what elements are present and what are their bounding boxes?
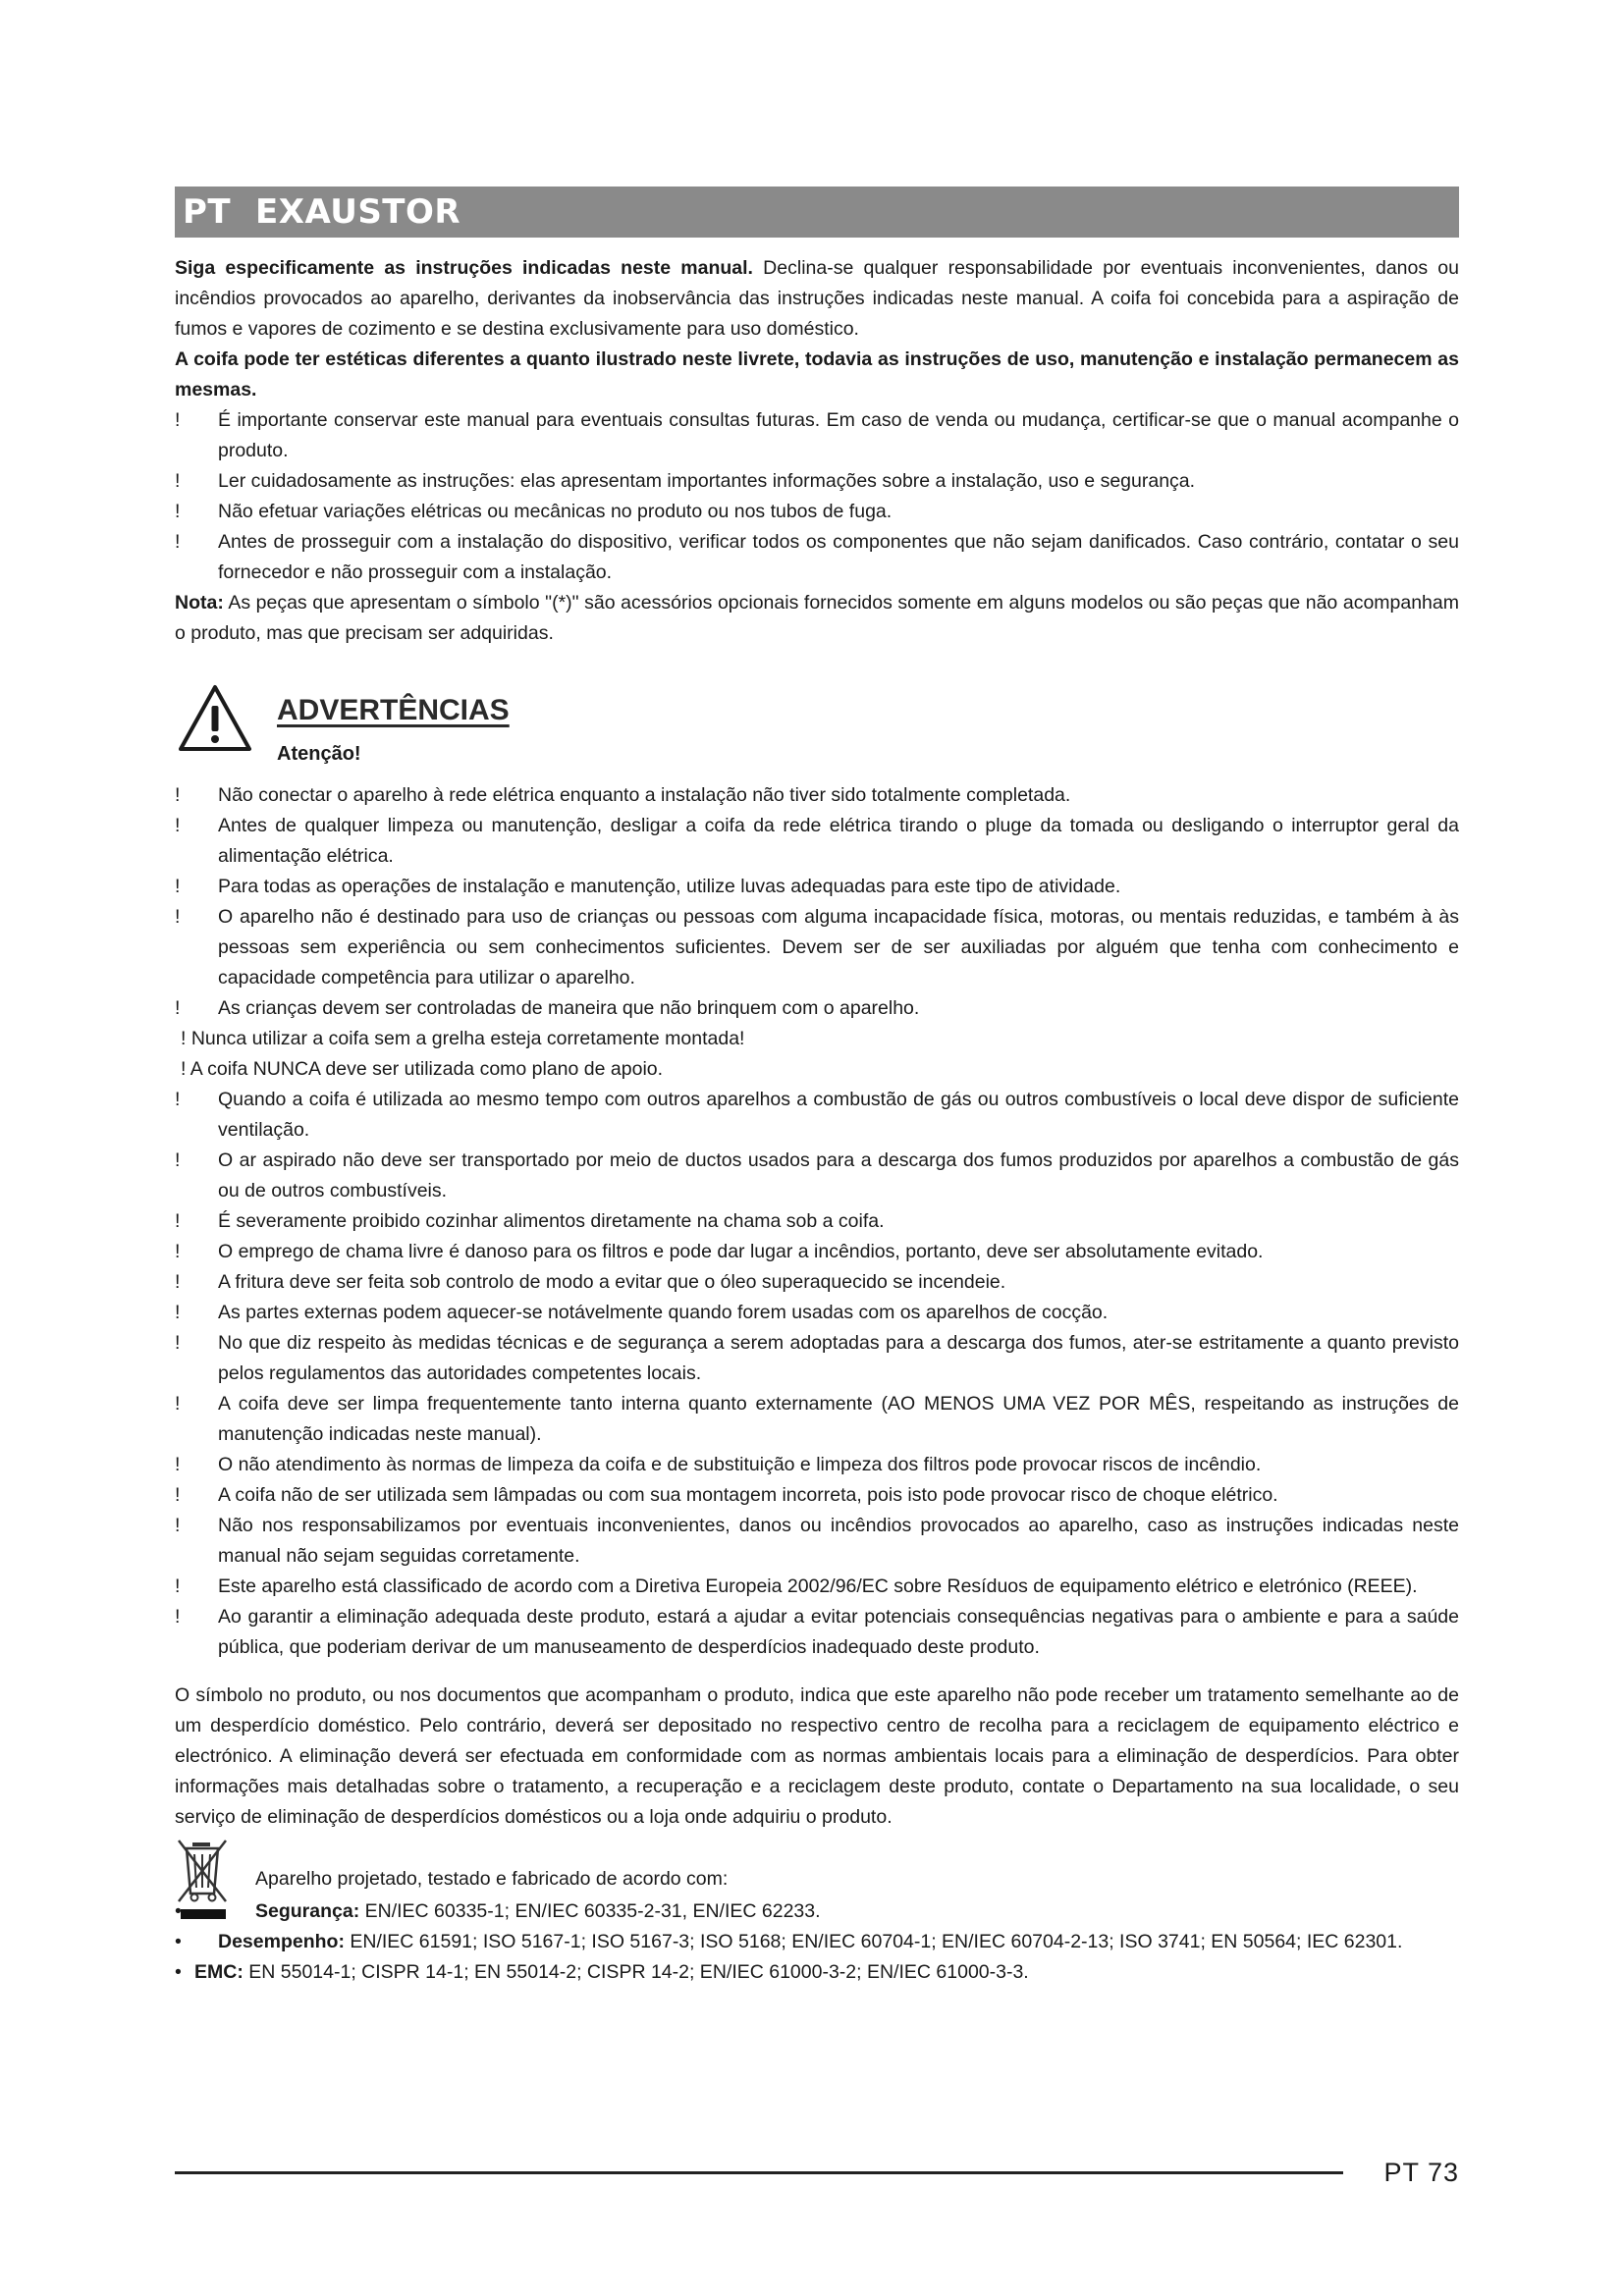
bullet-mark: !: [175, 1210, 181, 1232]
warning-item: ! O emprego de chama livre é danoso para os filtros e pode dar lugar a incêndios, portanto, deve ser absolutamente evitado.: [175, 1237, 1459, 1267]
note-text: As peças que apresentam o símbolo "(*)" são acessórios opcionais fornecidos somente em alguns modelos ou são peças que não acompanham o produto, mas que precisam ser adquiridas.: [175, 592, 1459, 644]
bullet-mark: !: [175, 997, 181, 1019]
bullet-mark: !: [175, 501, 181, 522]
warning-item: ! Quando a coifa é utilizada ao mesmo tempo com outros aparelhos a combustão de gás ou outros combustíveis o local deve dispor de suficiente ventilação.: [175, 1085, 1459, 1146]
warning-item: ! Antes de qualquer limpeza ou manutenção, desligar a coifa da rede elétrica tirando o pluge da tomada ou desligando o interruptor geral da alimentação elétrica.: [175, 811, 1459, 872]
standards-list: [175, 1896, 1459, 1988]
warning-item: ! O ar aspirado não deve ser transportado por meio de ductos usados para a descarga dos fumos produzidos por aparelhos a combustão de gás ou de outros combustíveis.: [175, 1146, 1459, 1206]
warning-item: ! A fritura deve ser feita sob controlo de modo a evitar que o óleo superaquecido se incendeie.: [175, 1267, 1459, 1298]
warning-item: ! O não atendimento às normas de limpeza da coifa e de substituição e limpeza dos filtros pode provocar riscos de incêndio.: [175, 1450, 1459, 1480]
warning-item: ! A coifa deve ser limpa frequentemente tanto interna quanto externamente (AO MENOS UMA VEZ POR MÊS, respeitando as instruções de manutenção indicadas neste manual).: [175, 1389, 1459, 1450]
bullet-mark: !: [175, 1149, 181, 1171]
intro-bold-note: A coifa pode ter estéticas diferentes a quanto ilustrado neste livrete, todavia as instruções de uso, manutenção e instalação permanecem as mesmas.: [175, 348, 1459, 400]
bullet-mark: !: [175, 1484, 181, 1506]
bullet-dot: •: [175, 1900, 182, 1922]
warning-item: ! Este aparelho está classificado de acordo com a Diretiva Europeia 2002/96/EC sobre Resíduos de equipamento elétrico e eletrónico (REEE).: [175, 1572, 1459, 1602]
section-title-bar: [175, 187, 1459, 238]
weee-text: O símbolo no produto, ou nos documentos que acompanham o produto, indica que este aparelho não pode receber um tratamento semelhante ao de um desperdício doméstico. Pelo contrário, deverá ser depositado no respectivo centro de recolha para a reciclagem de equipamento eléctrico e electrónico. A eliminação deverá ser efectuada em conformidade com as normas ambientais locais para a eliminação de desperdícios. Para obter informações mais detalhadas sobre o tratamento, a recuperação e a reciclagem deste produto, contate o Departamento na sua localidade, o seu serviço de eliminação de desperdícios domésticos ou a loja onde adquiriu o produto.: [175, 1684, 1459, 1828]
warning-triangle-icon: [177, 682, 253, 755]
bullet-mark: !: [175, 1089, 181, 1110]
standards-section: [175, 1864, 1459, 1988]
intro-item: ! Antes de prosseguir com a instalação do dispositivo, verificar todos os componentes que não sejam danificados. Caso contrário, contatar o seu fornecedor e não prosseguir com a instalação.: [175, 527, 1459, 588]
intro-item: ! Ler cuidadosamente as instruções: elas apresentam importantes informações sobre a instalação, uso e segurança.: [175, 466, 1459, 497]
warning-item: ! O aparelho não é destinado para uso de crianças ou pessoas com alguma incapacidade física, motoras, ou mentais reduzidas, e também à às pessoas sem experiência ou sem conhecimentos suficientes. Devem ser de ser auxiliadas por alguém que tenha com conhecimento e capacidade competência para utilizar o aparelho.: [175, 902, 1459, 993]
weee-section: [175, 1681, 1459, 1833]
bullet-mark: !: [175, 1241, 181, 1262]
bullet-mark: !: [175, 1332, 181, 1354]
warnings-title: ADVERTÊNCIAS: [277, 694, 510, 726]
warning-item: ! Não conectar o aparelho à rede elétrica enquanto a instalação não tiver sido totalmente completada.: [175, 780, 1459, 811]
standards-heading: Aparelho projetado, testado e fabricado de acordo com:: [255, 1868, 729, 1890]
page-footer: [175, 2158, 1459, 2197]
warning-item: ! No que diz respeito às medidas técnicas e de segurança a serem adoptadas para a descarga dos fumos, ater-se estritamente a quanto previsto pelos regulamentos das autoridades competentes locais.: [175, 1328, 1459, 1389]
warning-item: ! As crianças devem ser controladas de maneira que não brinquem com o aparelho.: [175, 993, 1459, 1024]
warning-item: ! As partes externas podem aquecer-se notávelmente quando forem usadas com os aparelhos de cocção.: [175, 1298, 1459, 1328]
note-paragraph: [175, 588, 1459, 649]
manual-page: [175, 187, 1459, 1988]
intro-item: ! É importante conservar este manual para eventuais consultas futuras. Em caso de venda ou mudança, certificar-se que o manual acompanhe o produto.: [175, 405, 1459, 466]
bullet-mark: !: [175, 784, 181, 806]
bullet-mark: !: [175, 876, 181, 897]
warning-item: ! Ao garantir a eliminação adequada deste produto, estará a ajudar a evitar potenciais consequências negativas para o ambiente e para a saúde pública, que poderiam derivar de um manuseamento de desperdícios inadequado deste produto.: [175, 1602, 1459, 1663]
bullet-mark: !: [175, 531, 181, 553]
bullet-mark: !: [175, 1302, 181, 1323]
bullet-mark: !: [175, 1575, 181, 1597]
warning-item: ! Nunca utilizar a coifa sem a grelha esteja corretamente montada!: [181, 1028, 745, 1049]
intro-list: [175, 405, 1459, 588]
standard-item-safety: • Segurança: EN/IEC 60335-1; EN/IEC 60335-2-31, EN/IEC 62233.: [175, 1896, 1459, 1927]
bullet-mark: !: [175, 1606, 181, 1628]
warnings-subtitle: Atenção!: [277, 743, 361, 765]
bullet-dot: •: [175, 1961, 182, 1983]
bullet-mark: !: [175, 906, 181, 928]
note-label: Nota:: [175, 592, 224, 614]
intro-lead: Siga especificamente as instruções indicadas neste manual.: [175, 257, 753, 279]
standard-item-performance: • Desempenho: EN/IEC 61591; ISO 5167-1; ISO 5167-3; ISO 5168; EN/IEC 60704-1; EN/IEC 60704-2-13; ISO 3741; EN 50564; IEC 62301.: [175, 1927, 1459, 1957]
bullet-mark: !: [175, 1393, 181, 1415]
warning-item: ! É severamente proibido cozinhar alimentos diretamente na chama sob a coifa.: [175, 1206, 1459, 1237]
bullet-mark: !: [175, 815, 181, 836]
intro-body: Declina-se qualquer responsabilidade por eventuais inconvenientes, danos ou incêndios provocados ao aparelho, derivantes da inobservância das instruções indicadas neste manual. A coifa foi concebida para a aspiração de fumos e vapores de cozimento e se destina exclusivamente para uso doméstico.: [175, 257, 1459, 340]
warning-item: ! A coifa NUNCA deve ser utilizada como plano de apoio.: [181, 1058, 664, 1080]
bullet-mark: !: [175, 1515, 181, 1536]
intro-item: ! Não efetuar variações elétricas ou mecânicas no produto ou nos tubos de fuga.: [175, 497, 1459, 527]
bullet-dot: •: [175, 1931, 182, 1952]
warning-item: ! Para todas as operações de instalação e manutenção, utilize luvas adequadas para este tipo de atividade.: [175, 872, 1459, 902]
bullet-mark: !: [175, 1271, 181, 1293]
page-number: PT 73: [1383, 2158, 1459, 2187]
bullet-mark: !: [175, 1454, 181, 1475]
warnings-header: [175, 682, 1459, 780]
bullet-mark: !: [175, 470, 181, 492]
warning-item: ! Não nos responsabilizamos por eventuais inconvenientes, danos ou incêndios provocados ao aparelho, caso as instruções indicadas neste manual não sejam seguidas corretamente.: [175, 1511, 1459, 1572]
language-code: PT: [183, 192, 232, 232]
standard-item-emc: • EMC: EN 55014-1; CISPR 14-1; EN 55014-2; CISPR 14-2; EN/IEC 61000-3-2; EN/IEC 61000-3-3.: [175, 1957, 1459, 1988]
intro-paragraph: [175, 253, 1459, 345]
section-title: EXAUSTOR: [255, 192, 461, 232]
warnings-list: [175, 780, 1459, 1663]
footer-rule: [175, 2171, 1343, 2174]
warning-item: ! A coifa não de ser utilizada sem lâmpadas ou com sua montagem incorreta, pois isto pode provocar risco de choque elétrico.: [175, 1480, 1459, 1511]
bullet-mark: !: [175, 409, 181, 431]
